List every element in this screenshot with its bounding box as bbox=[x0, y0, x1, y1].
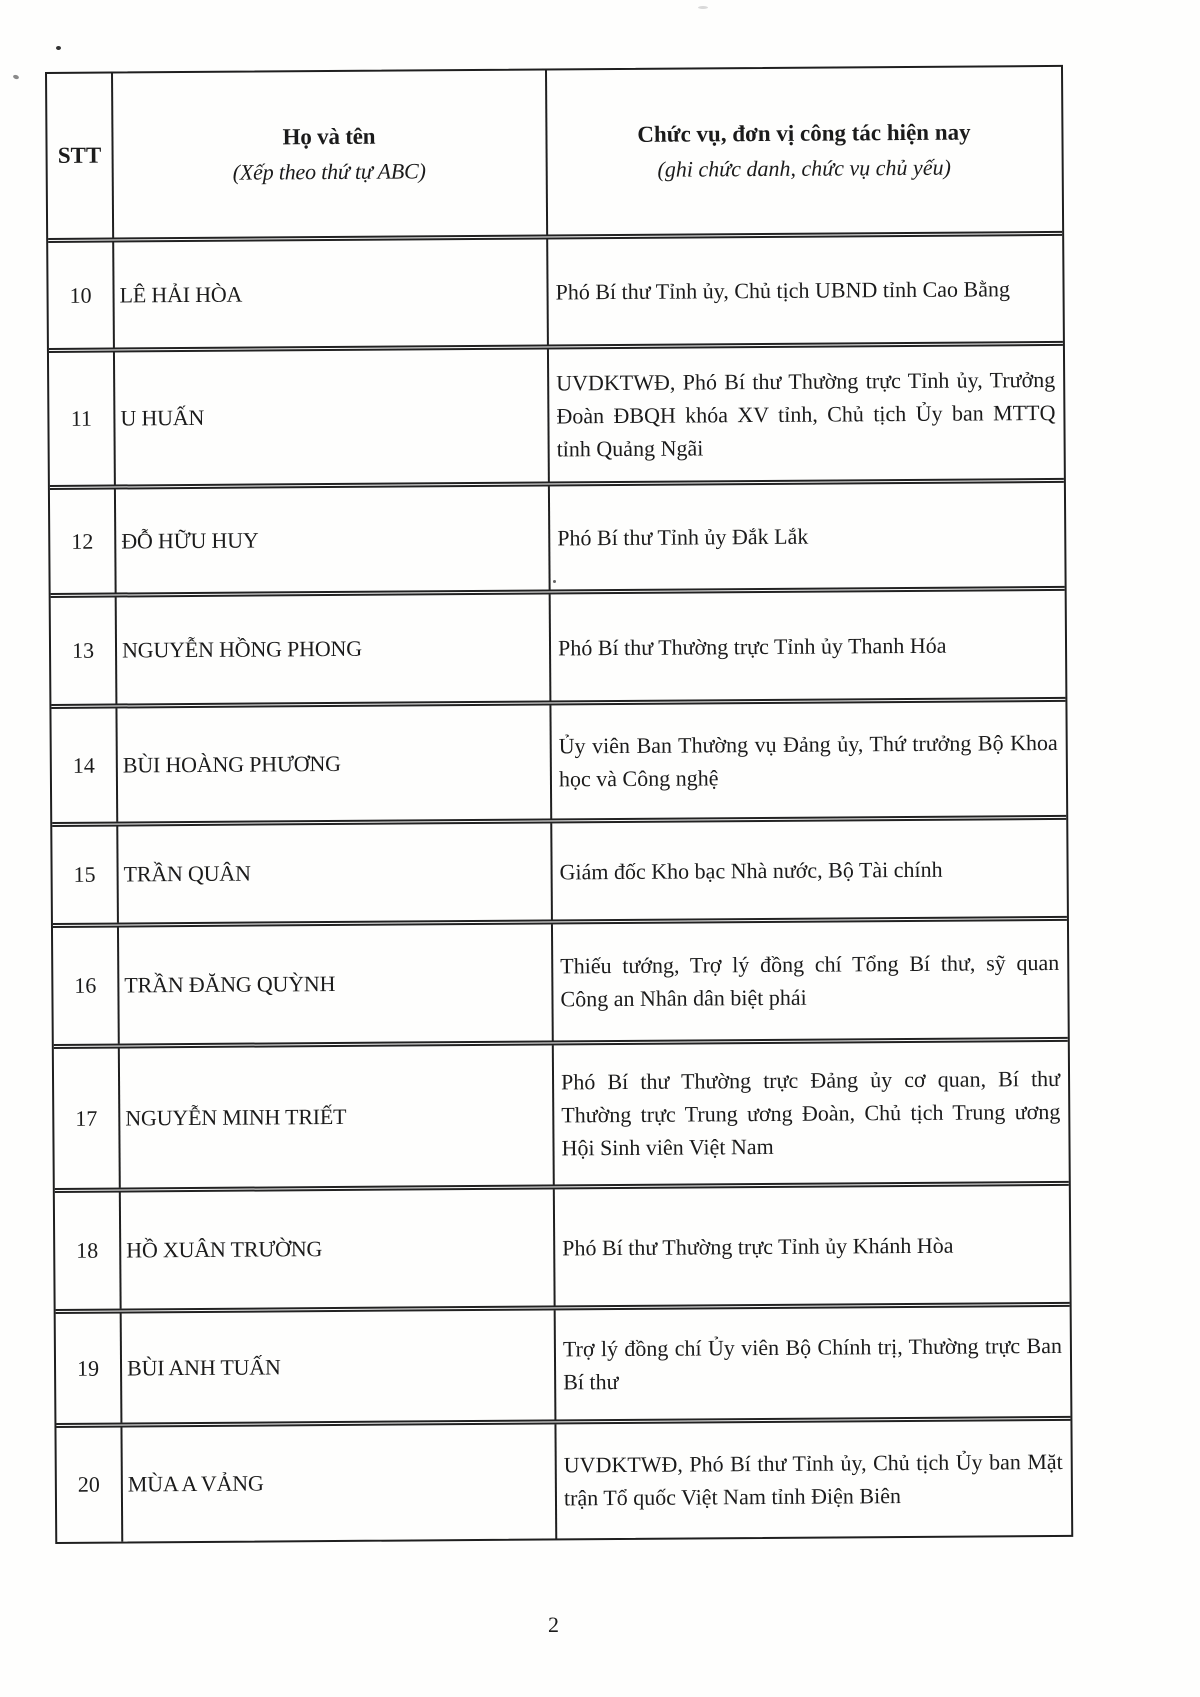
position-cell bbox=[555, 1186, 1070, 1306]
scan-artifact bbox=[56, 46, 61, 50]
header-name-subtitle: (Xếp theo thứ tự ABC) bbox=[232, 158, 426, 185]
table-row bbox=[55, 1181, 1070, 1309]
position-cell bbox=[552, 820, 1067, 920]
position-text: Phó Bí thư Tỉnh ủy Đắk Lắk bbox=[557, 523, 809, 551]
position-text: Phó Bí thư Thường trực Tỉnh ủy Thanh Hóa bbox=[557, 632, 947, 660]
name-cell: TRẦN ĐĂNG QUỲNH bbox=[119, 924, 554, 1043]
position-text: Giám đốc Kho bạc Nhà nước, Bộ Tài chính bbox=[559, 856, 943, 884]
header-name bbox=[113, 70, 548, 237]
table-row bbox=[48, 231, 1063, 348]
scan-artifact bbox=[698, 6, 708, 9]
table-row bbox=[54, 1037, 1069, 1188]
stt-cell: 17 bbox=[54, 1049, 121, 1188]
table-row bbox=[52, 815, 1067, 923]
name-cell: NGUYỄN HỒNG PHONG bbox=[117, 594, 552, 703]
name-cell: HỒ XUÂN TRƯỜNG bbox=[121, 1189, 556, 1308]
stt-cell: 18 bbox=[55, 1192, 122, 1308]
scan-artifact bbox=[12, 74, 19, 80]
position-cell bbox=[551, 591, 1066, 701]
name-cell: ĐỖ HỮU HUY bbox=[116, 486, 551, 592]
stt-cell: 15 bbox=[52, 827, 119, 923]
position-cell bbox=[553, 921, 1068, 1041]
position-text: Thiếu tướng, Trợ lý đồng chí Tổng Bí thư, sỹ quan Công an Nhân dân biệt phái bbox=[560, 949, 1060, 1012]
position-text: Phó Bí thư Thường trực Đảng ủy cơ quan, Bí thư Thường trực Trung ương Đoàn, Chủ tịch Trung ương Hội Sinh viên Việt Nam bbox=[560, 1065, 1061, 1161]
position-text: Phó Bí thư Tỉnh ủy, Chủ tịch UBND tỉnh Cao Bằng bbox=[555, 276, 1011, 305]
position-text: UVDKTWĐ, Phó Bí thư Thường trực Tỉnh ủy, Trưởng Đoàn ĐBQH khóa XV tỉnh, Chủ tịch Ủy ban MTTQ tỉnh Quảng Ngãi bbox=[556, 366, 1056, 461]
table-row bbox=[53, 916, 1068, 1044]
stt-cell: 16 bbox=[53, 928, 120, 1044]
stt-cell: 13 bbox=[51, 598, 118, 704]
table-row bbox=[56, 1302, 1071, 1423]
position-text: UVDKTWĐ, Phó Bí thư Tỉnh ủy, Chủ tịch Ủy ban Mặt trận Tổ quốc Việt Nam tỉnh Điện Biên bbox=[563, 1448, 1063, 1511]
position-text: Ủy viên Ban Thường vụ Đảng ủy, Thứ trưởng Bộ Khoa học và Công nghệ bbox=[558, 729, 1058, 791]
name-cell: MÙA A VẢNG bbox=[122, 1424, 557, 1541]
stt-cell: 10 bbox=[48, 243, 115, 348]
name-cell: BÙI HOÀNG PHƯƠNG bbox=[117, 705, 552, 821]
stt-cell: 20 bbox=[56, 1427, 123, 1541]
position-cell bbox=[548, 236, 1063, 345]
position-text: Phó Bí thư Thường trực Tỉnh ủy Khánh Hòa bbox=[562, 1232, 954, 1260]
name-cell: LÊ HẢI HÒA bbox=[114, 239, 549, 347]
name-cell: BÙI ANH TUẤN bbox=[122, 1310, 557, 1422]
position-cell bbox=[556, 1307, 1071, 1420]
stt-cell: 12 bbox=[50, 490, 117, 593]
name-cell: U HUẤN bbox=[115, 349, 550, 484]
personnel-table bbox=[45, 65, 1073, 1544]
header-position-title: Chức vụ, đơn vị công tác hiện nay bbox=[637, 119, 971, 147]
position-cell bbox=[550, 483, 1065, 590]
table-row bbox=[51, 586, 1066, 704]
table-wrapper bbox=[45, 65, 1073, 1544]
table-header-row bbox=[47, 67, 1062, 238]
position-cell bbox=[554, 1042, 1069, 1185]
stt-cell: 14 bbox=[51, 709, 118, 822]
position-cell bbox=[549, 346, 1064, 482]
table-row bbox=[49, 341, 1064, 485]
position-cell bbox=[556, 1421, 1071, 1539]
position-text: Trợ lý đồng chí Ủy viên Bộ Chính trị, Thường trực Ban Bí thư bbox=[562, 1332, 1062, 1394]
page-number: 2 bbox=[548, 1612, 559, 1637]
header-position bbox=[547, 67, 1062, 235]
table-row bbox=[51, 697, 1066, 822]
table-row bbox=[56, 1416, 1071, 1542]
table-row bbox=[50, 478, 1065, 593]
name-cell: NGUYỄN MINH TRIẾT bbox=[120, 1045, 555, 1187]
header-name-title: Họ và tên bbox=[282, 123, 376, 150]
header-position-subtitle: (ghi chức danh, chức vụ chủ yếu) bbox=[657, 154, 951, 182]
name-cell: TRẦN QUÂN bbox=[118, 823, 553, 922]
stt-cell: 11 bbox=[49, 353, 116, 485]
header-stt: STT bbox=[47, 74, 114, 238]
stt-cell: 19 bbox=[56, 1313, 123, 1422]
position-cell bbox=[551, 702, 1066, 819]
